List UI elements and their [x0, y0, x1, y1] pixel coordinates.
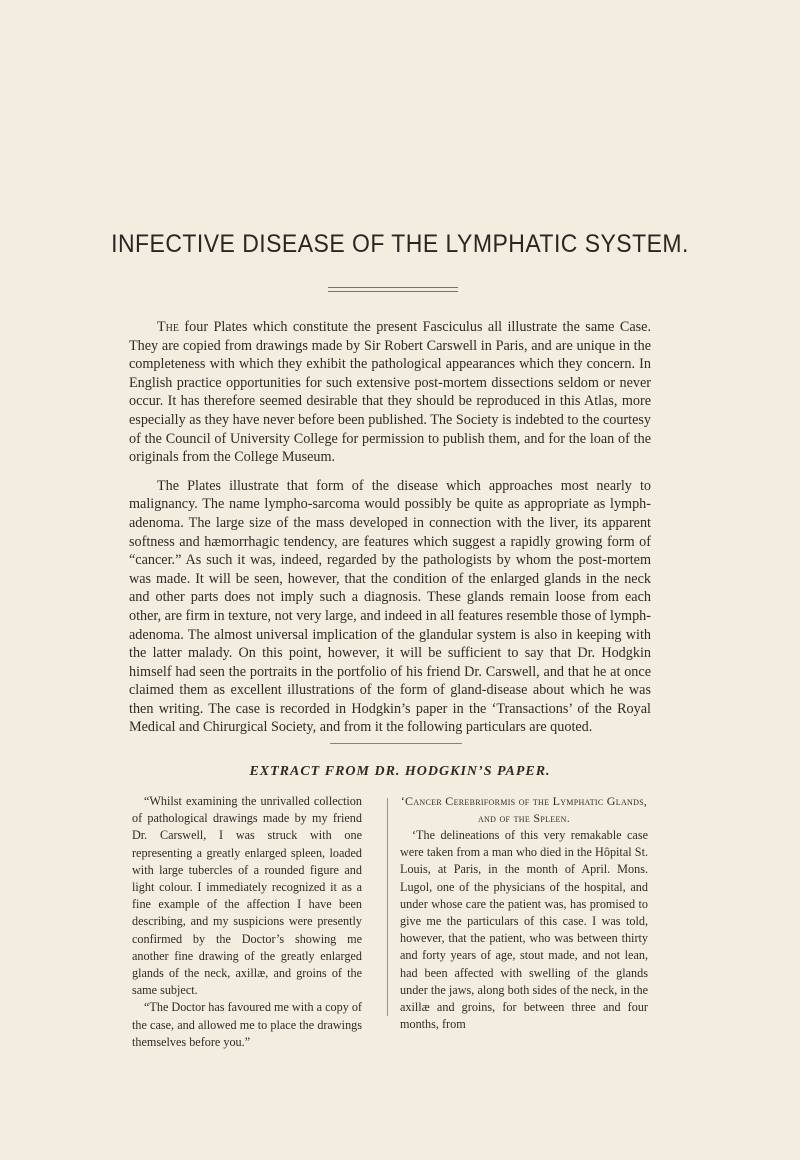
- right-column: [400, 793, 648, 1033]
- right-column-heading: ‘Cancer Cerebriformis of the Lymphatic Glands, and of the Spleen.: [400, 794, 648, 825]
- page-title: INFECTIVE DISEASE OF THE LYMPHATIC SYSTEM.: [111, 230, 689, 258]
- right-column-paragraph-1: ‘The delineations of this very remakable case were taken from a man who died in the Hôpital St. Louis, at Paris, in the month of April. Mons. Lugol, one of the physicians of the hospital, and under whose care the patient was, has promised to give me the particulars of this case. I was told, however, that the patient, who was between thirty and forty years of age, stout made, and not lean, had been affected with swelling of the glands under the jaws, along both sides of the neck, in the axillæ and groins, for between three and four months, from: [400, 828, 648, 1032]
- intro-paragraph-1: [129, 318, 651, 467]
- intro-lead-word: The: [157, 319, 179, 335]
- title-double-rule: [328, 287, 458, 292]
- intro-paragraph-1-text: four Plates which constitute the present Fasciculus all illustrate the same Case. They are copied from drawings made by Sir Robert Carswell in Paris, and are unique in the completeness with which they exhibit the pathological appearances which they concern. In English practice opportunities for such extensive post-mortem dissections seldom or never occur. It has therefore seemed desirable that they should be reproduced in this Atlas, more especially as they have never before been published. The Society is indebted to the courtesy of the Council of University College for permission to publish them, and for the loan of the originals from the College Museum.: [129, 319, 651, 466]
- section-divider-rule: [330, 743, 462, 744]
- left-column-paragraph-1: “Whilst examining the unrivalled collection of pathological drawings made by my friend Dr. Carswell, I was struck with one representing a greatly enlarged spleen, loaded with large tubercles of a rounded figure and light colour. I immediately recognized it as a fine example of the affection I have been describing, and my suspicions were presently confirmed by the Doctor’s showing me another fine drawing of the greatly enlarged glands of the neck, axillæ, and groins of the same subject.: [132, 794, 362, 998]
- left-column-paragraph-2: “The Doctor has favoured me with a copy of the case, and allowed me to place the drawings themselves before you.”: [132, 1000, 362, 1049]
- intro-text: [129, 318, 651, 737]
- column-divider: [387, 798, 388, 1016]
- left-column: [132, 793, 362, 1051]
- extract-heading: EXTRACT FROM DR. HODGKIN’S PAPER.: [249, 764, 551, 779]
- intro-paragraph-2: The Plates illustrate that form of the disease which approaches most nearly to malignancy. The name lympho-sarcoma would possibly be quite as appropriate as lymph-adenoma. The large size of the mass developed in connection with the liver, its apparent softness and hæmorrhagic tendency, are features which suggest a rapidly growing form of “cancer.” As such it was, indeed, regarded by the pathologists by whom the post-mortem was made. It will be seen, however, that the condition of the enlarged glands in the neck and other parts does not imply such a diagnosis. These glands remain loose from each other, are firm in texture, not very large, and indeed in all features resemble those of lymph-adenoma. The almost universal implication of the glandular system is also in keeping with the latter malady. On this point, however, it will be sufficient to say that Dr. Hodgkin himself had seen the portraits in the portfolio of his friend Dr. Carswell, and that he at once claimed them as excellent illustrations of the form of gland-disease about which he was then writing. The case is recorded in Hodgkin’s paper in the ‘Transactions’ of the Royal Medical and Chirurgical Society, and from it the following particulars are quoted.: [129, 477, 651, 736]
